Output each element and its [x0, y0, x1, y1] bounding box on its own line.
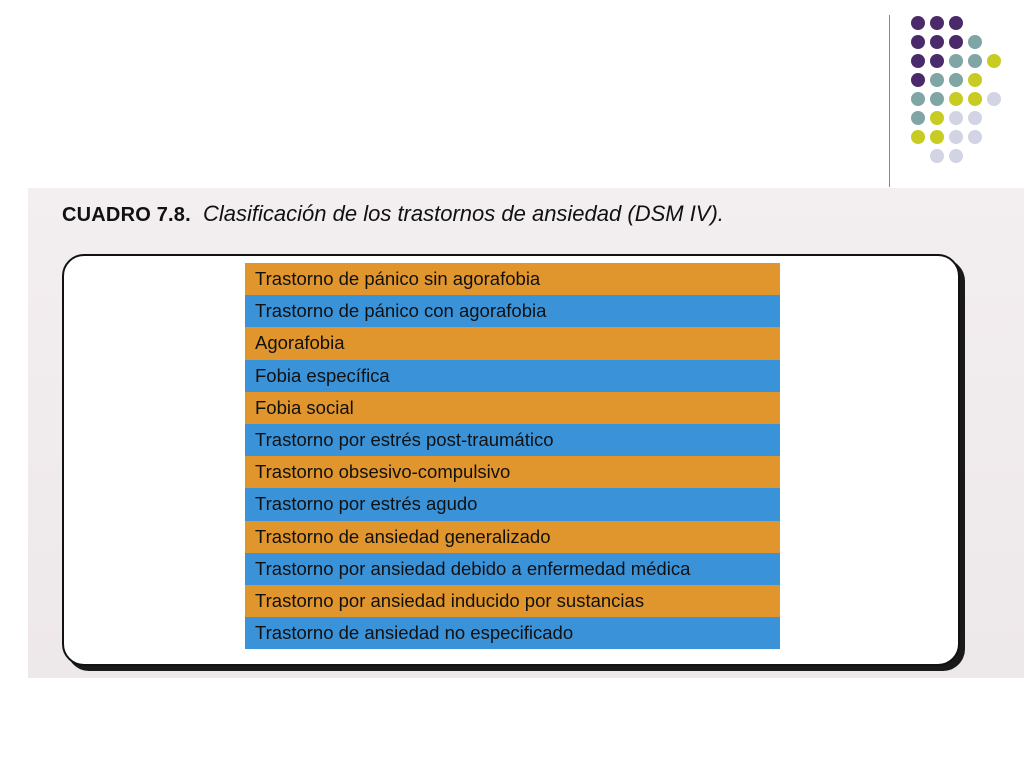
decorative-dot [987, 92, 1001, 106]
table-row: Trastorno de ansiedad no especificado [245, 617, 780, 649]
table-row: Trastorno por estrés post-traumático [245, 424, 780, 456]
decorative-dot [968, 130, 982, 144]
table-title: Clasificación de los trastornos de ansiedad (DSM IV). [203, 201, 724, 226]
decorative-dot [949, 35, 963, 49]
table-row: Agorafobia [245, 327, 780, 359]
table-row: Fobia específica [245, 360, 780, 392]
table-row: Trastorno por ansiedad debido a enfermedad médica [245, 553, 780, 585]
decorative-dot [911, 111, 925, 125]
table-label: CUADRO 7.8. [62, 204, 191, 226]
decorative-dot [930, 73, 944, 87]
decorative-dot-grid [0, 0, 1024, 170]
decorative-dot [949, 92, 963, 106]
decorative-dot [930, 54, 944, 68]
decorative-dot [987, 54, 1001, 68]
decorative-vertical-line [889, 15, 890, 187]
decorative-dot [968, 73, 982, 87]
decorative-dot [949, 54, 963, 68]
table-row: Fobia social [245, 392, 780, 424]
decorative-dot [911, 16, 925, 30]
decorative-dot [968, 92, 982, 106]
decorative-dot [930, 92, 944, 106]
decorative-dot [968, 35, 982, 49]
decorative-dot [968, 54, 982, 68]
decorative-dot [911, 54, 925, 68]
decorative-dot [949, 16, 963, 30]
decorative-dot [930, 149, 944, 163]
table-row: Trastorno de ansiedad generalizado [245, 521, 780, 553]
table-row: Trastorno por ansiedad inducido por sustancias [245, 585, 780, 617]
decorative-dot [949, 111, 963, 125]
table-row: Trastorno obsesivo-compulsivo [245, 456, 780, 488]
decorative-dot [911, 130, 925, 144]
decorative-dot [949, 130, 963, 144]
decorative-dot [949, 73, 963, 87]
table-row: Trastorno de pánico sin agorafobia [245, 263, 780, 295]
decorative-dot [949, 149, 963, 163]
decorative-dot [911, 35, 925, 49]
table-row: Trastorno por estrés agudo [245, 488, 780, 520]
table-row: Trastorno de pánico con agorafobia [245, 295, 780, 327]
decorative-dot [930, 35, 944, 49]
decorative-dot [911, 73, 925, 87]
decorative-dot [930, 111, 944, 125]
decorative-dot [968, 111, 982, 125]
decorative-dot [930, 16, 944, 30]
decorative-dot [930, 130, 944, 144]
table-caption [62, 201, 724, 227]
decorative-dot [911, 92, 925, 106]
anxiety-disorders-list [245, 263, 780, 649]
